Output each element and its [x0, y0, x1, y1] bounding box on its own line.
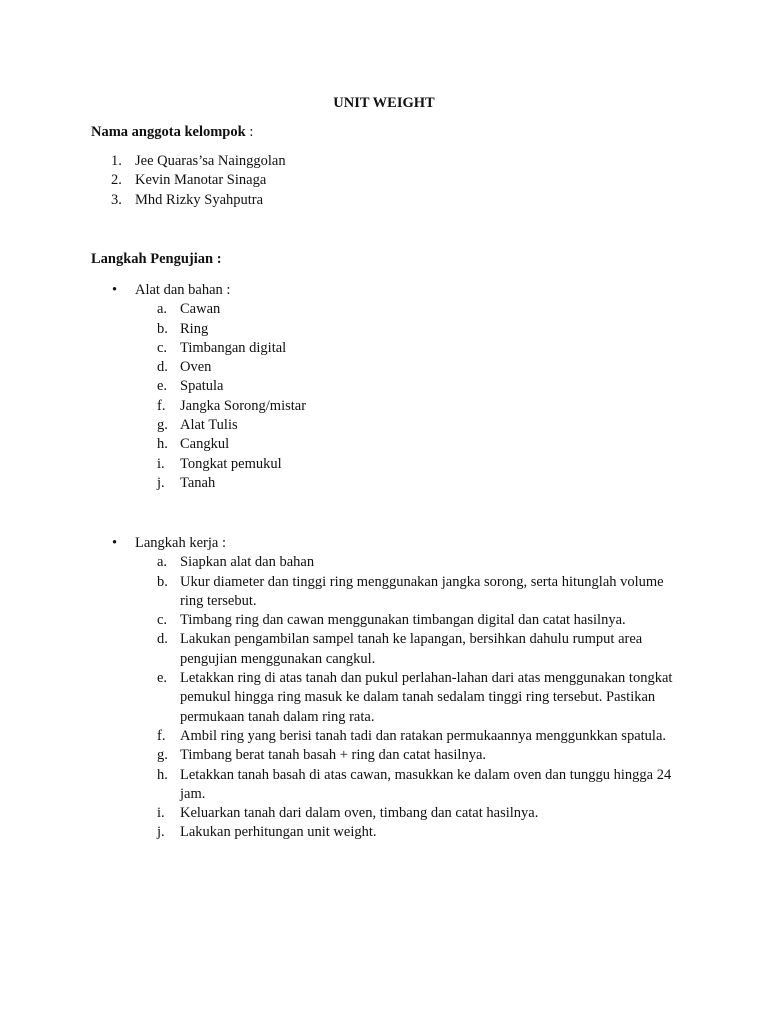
- member-item: [91, 152, 286, 171]
- item-text: Timbang ring dan cawan menggunakan timbangan digital dan catat hasilnya.: [180, 612, 626, 629]
- item-text: Ukur diameter dan tinggi ring menggunakan jangka sorong, serta hitunglah volume ring tersebut.: [180, 573, 664, 609]
- work-step: [91, 669, 680, 727]
- members-heading: [91, 123, 253, 141]
- item-text: Lakukan perhitungan unit weight.: [180, 824, 377, 841]
- item-letter: i.: [157, 455, 165, 472]
- item-letter: c.: [157, 339, 168, 356]
- item-letter: i.: [157, 805, 165, 822]
- item-letter: d.: [157, 631, 168, 648]
- item-letter: b.: [157, 573, 168, 590]
- member-item: [91, 191, 286, 210]
- member-name: Jee Quaras’sa Nainggolan: [135, 153, 286, 169]
- tools-list: [91, 300, 691, 493]
- tool-item: [91, 358, 680, 377]
- tools-section: [91, 281, 691, 493]
- tool-item: [91, 339, 680, 358]
- work-label: Langkah kerja :: [135, 535, 226, 551]
- bullet-icon: •: [112, 282, 118, 298]
- item-letter: j.: [157, 824, 165, 841]
- item-text: Letakkan tanah basah di atas cawan, masukkan ke dalam oven dan tunggu hingga 24 jam.: [180, 766, 672, 802]
- work-step: [91, 573, 680, 612]
- work-bullet-line: [91, 534, 691, 553]
- work-step: [91, 553, 680, 572]
- item-letter: g.: [157, 417, 168, 434]
- member-item: [91, 171, 286, 190]
- members-heading-suffix: :: [245, 124, 254, 140]
- item-letter: j.: [157, 474, 165, 491]
- item-letter: g.: [157, 747, 168, 764]
- item-letter: e.: [157, 378, 168, 395]
- work-step: [91, 766, 680, 805]
- work-step: [91, 746, 680, 765]
- work-section: [91, 534, 691, 843]
- item-text: Cawan: [180, 301, 221, 318]
- members-heading-label: Nama anggota kelompok: [91, 124, 246, 140]
- member-name: Kevin Manotar Sinaga: [135, 172, 267, 189]
- item-letter: a.: [157, 554, 168, 571]
- tool-item: [91, 474, 680, 493]
- tool-item: [91, 300, 680, 319]
- item-letter: h.: [157, 436, 168, 453]
- document-title: UNIT WEIGHT: [333, 95, 435, 111]
- item-letter: d.: [157, 359, 168, 376]
- tools-label: Alat dan bahan :: [135, 282, 231, 298]
- work-step: [91, 611, 680, 630]
- item-text: Oven: [180, 359, 212, 376]
- member-name: Mhd Rizky Syahputra: [135, 191, 264, 208]
- work-step: [91, 727, 680, 746]
- tool-item: [91, 416, 680, 435]
- item-letter: h.: [157, 766, 168, 783]
- bullet-icon: •: [112, 535, 118, 551]
- tool-item: [91, 435, 680, 454]
- item-text: Ring: [180, 320, 209, 337]
- item-text: Cangkul: [180, 436, 230, 453]
- item-letter: a.: [157, 301, 168, 318]
- steps-heading: Langkah Pengujian :: [91, 251, 222, 267]
- item-text: Lakukan pengambilan sampel tanah ke lapangan, bersihkan dahulu rumput area pengujian menggunakan cangkul.: [180, 631, 643, 667]
- work-steps-list: [91, 553, 691, 842]
- item-text: Keluarkan tanah dari dalam oven, timbang dan catat hasilnya.: [180, 805, 539, 822]
- members-list: [91, 152, 286, 210]
- tool-item: [91, 455, 680, 474]
- work-step: [91, 804, 680, 823]
- tool-item: [91, 397, 680, 416]
- item-text: Timbangan digital: [180, 339, 287, 356]
- item-text: Timbang berat tanah basah + ring dan catat hasilnya.: [180, 747, 487, 764]
- item-text: Tongkat pemukul: [180, 455, 282, 472]
- tools-bullet-line: [91, 281, 691, 300]
- item-text: Jangka Sorong/mistar: [180, 397, 307, 414]
- item-letter: e.: [157, 670, 168, 687]
- work-step: [91, 823, 680, 842]
- item-text: Letakkan ring di atas tanah dan pukul perlahan-lahan dari atas menggunakan tongkat pemukul hingga ring masuk ke dalam tanah sedalam tinggi ring tersebut. Pastikan permukaan tanah dalam ring rata.: [180, 670, 673, 725]
- member-number: 1.: [111, 153, 122, 169]
- item-text: Ambil ring yang berisi tanah tadi dan ratakan permukaannya menggunkkan spatula.: [180, 727, 667, 744]
- item-letter: f.: [157, 397, 166, 414]
- item-text: Spatula: [180, 378, 224, 395]
- work-step: [91, 630, 680, 669]
- item-letter: c.: [157, 612, 168, 629]
- item-text: Alat Tulis: [180, 417, 238, 434]
- member-number: 2.: [111, 172, 122, 189]
- tool-item: [91, 377, 680, 396]
- item-letter: f.: [157, 727, 166, 744]
- item-text: Siapkan alat dan bahan: [180, 554, 315, 571]
- item-letter: b.: [157, 320, 168, 337]
- member-number: 3.: [111, 191, 122, 208]
- tool-item: [91, 320, 680, 339]
- item-text: Tanah: [180, 474, 216, 491]
